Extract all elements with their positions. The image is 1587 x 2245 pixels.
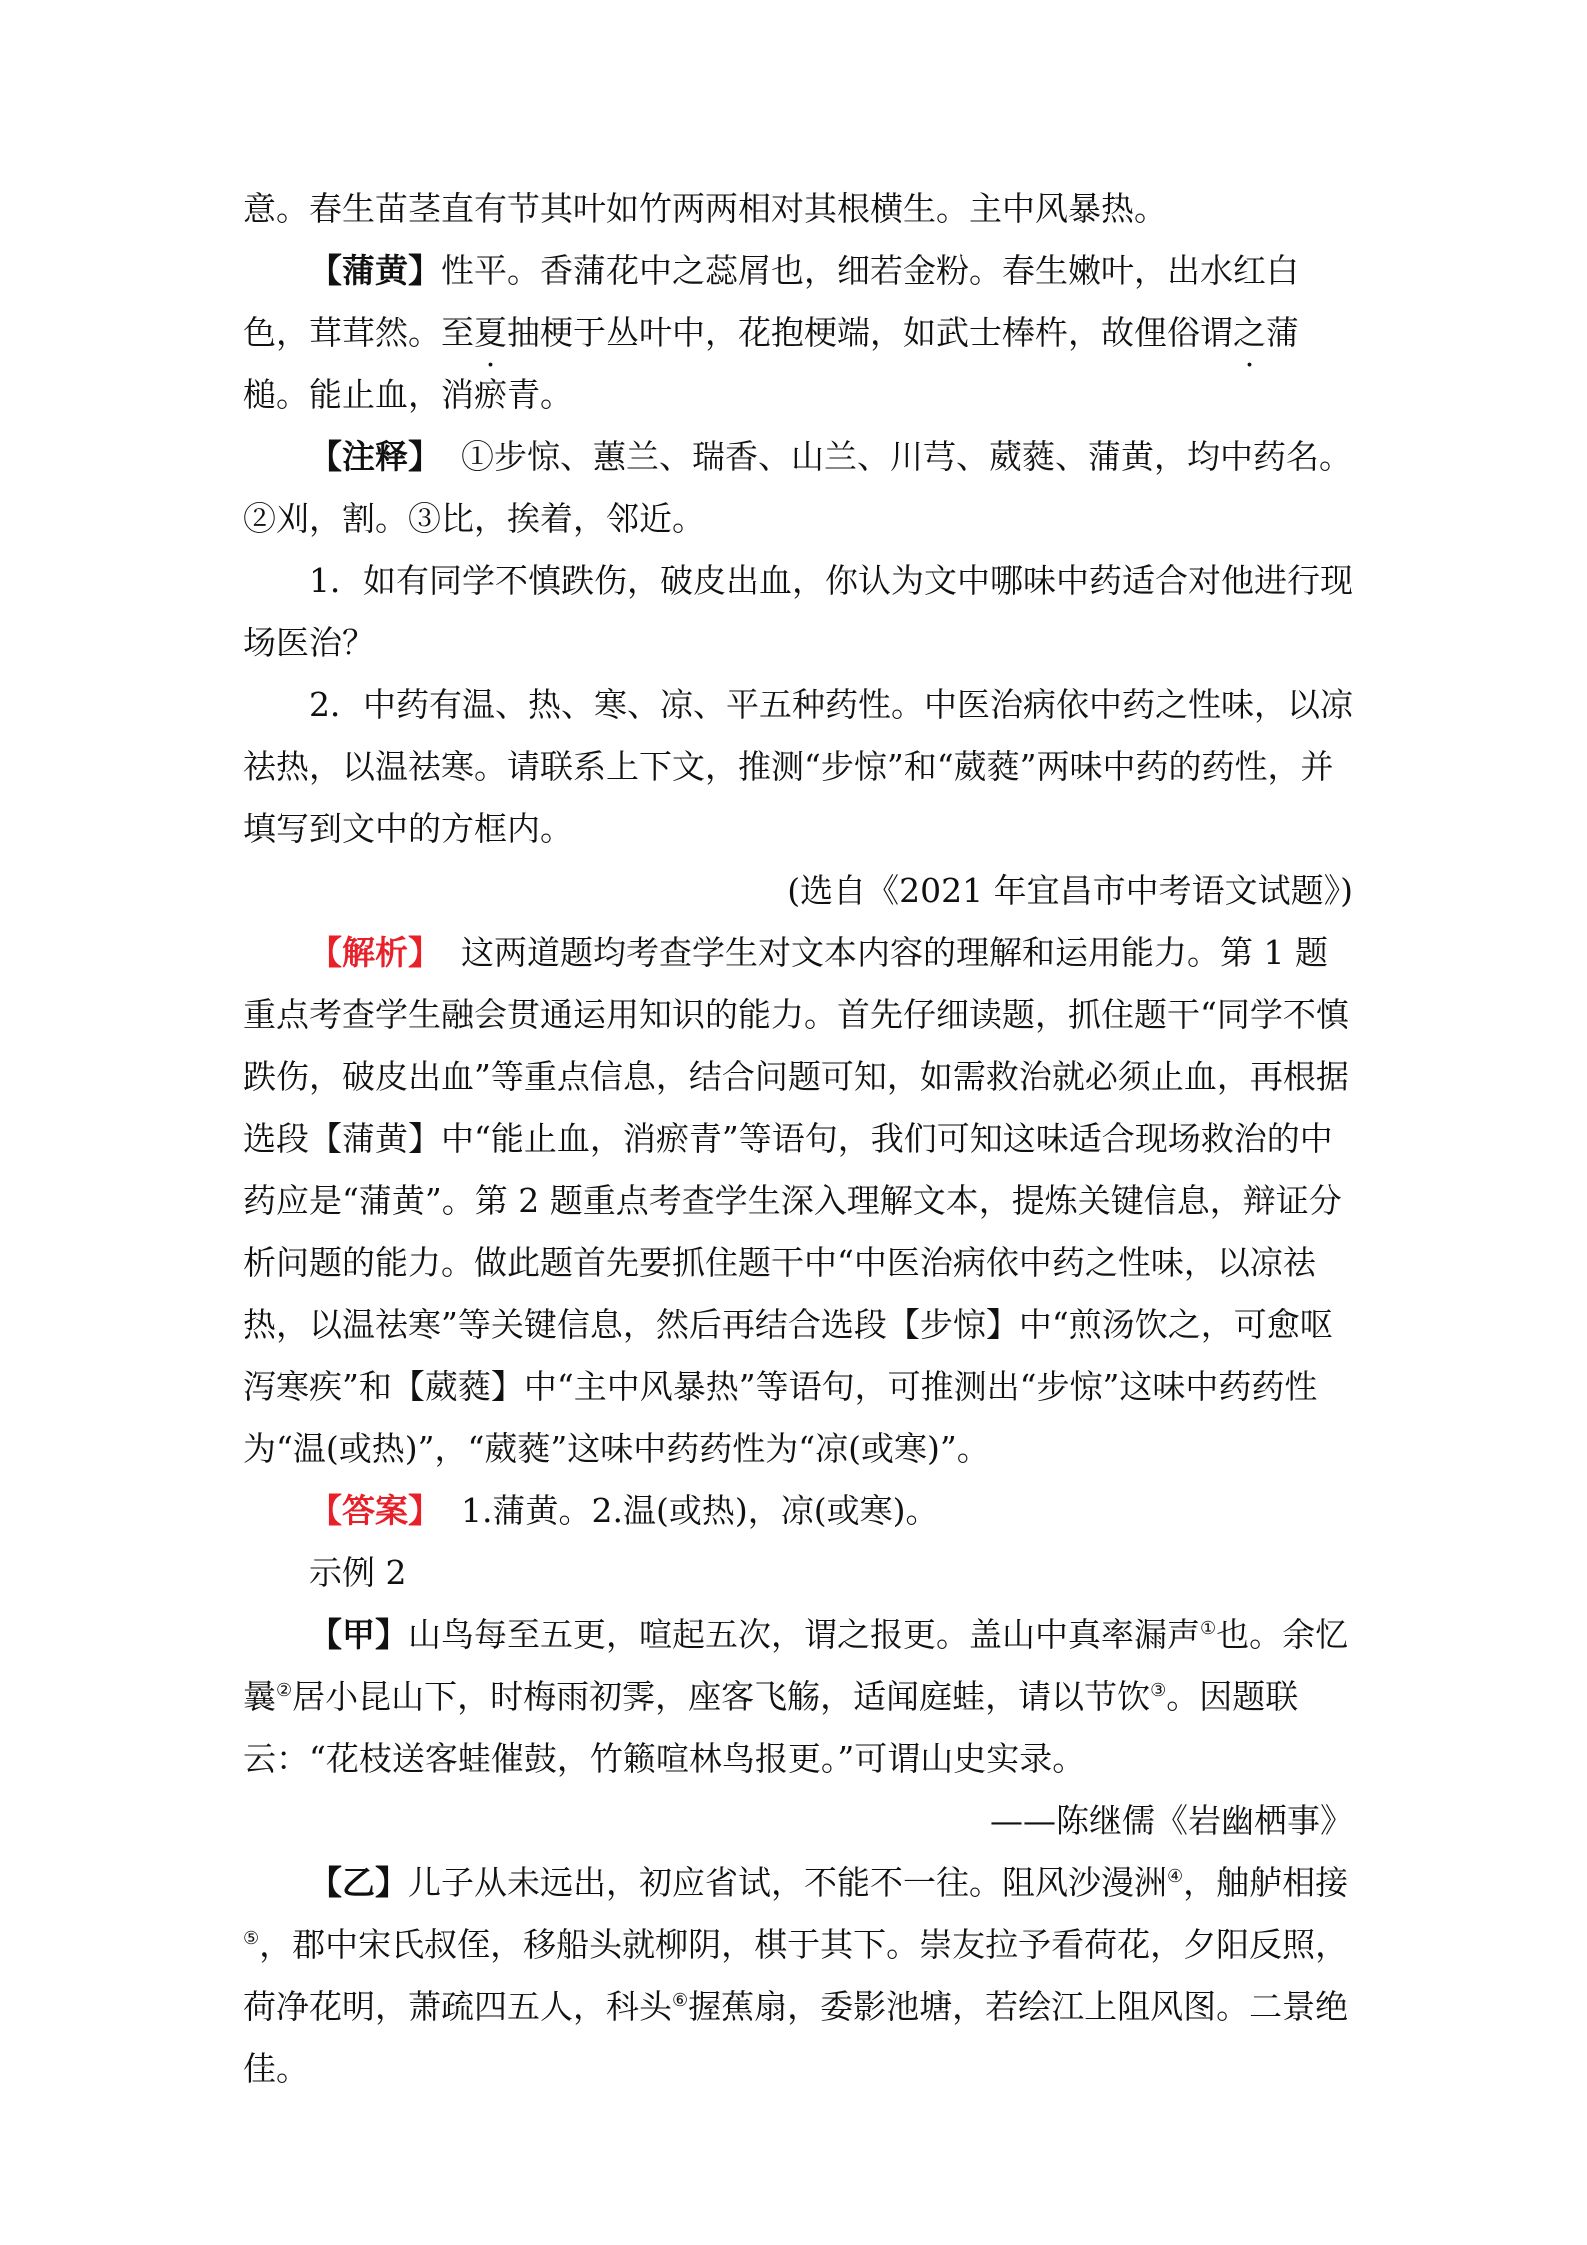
footnote-marker: ⑥ bbox=[672, 1990, 689, 2011]
passage-text: 居小昆山下，时梅雨初霁，座客飞觞，适闻庭蛙，请以节饮 bbox=[292, 1677, 1151, 1716]
paragraph-text: 性平。香蒲花中之蕊屑也，细若金粉。春生嫩叶，出水红白色，茸茸然。 bbox=[243, 251, 1299, 352]
answer-tag: 【答案】 bbox=[309, 1491, 441, 1530]
paragraph-continuation bbox=[243, 178, 1353, 240]
question-1 bbox=[243, 550, 1353, 674]
passage-yi bbox=[243, 1852, 1353, 2100]
question-text: 2．中药有温、热、寒、凉、平五种药性。中医治病依中药之性味，以凉祛热，以温祛寒。请联系上下文，推测“步惊”和“葳蕤”两味中药的药性，并填写到文中的方框内。 bbox=[243, 685, 1353, 848]
passage-text: 山鸟每至五更，喧起五次，谓之报更。盖山中真率漏声 bbox=[408, 1615, 1200, 1654]
paragraph-text: 之蒲槌。能止血，消瘀青。 bbox=[243, 313, 1299, 414]
analysis-paragraph bbox=[243, 922, 1353, 1480]
footnote-marker: ② bbox=[276, 1680, 293, 1701]
section-tag: 【蒲黄】 bbox=[309, 251, 441, 290]
question-text: 1．如有同学不慎跌伤，破皮出血，你认为文中哪味中药适合对他进行现场医治？ bbox=[243, 561, 1353, 662]
paragraph-text: 夏抽梗于丛叶中，花抱梗端，如武士棒杵，故俚俗 bbox=[474, 313, 1200, 352]
passage-text: 。因题联云：“花枝送客蛙催鼓，竹籁喧林鸟报更。”可谓山史实录。 bbox=[243, 1677, 1299, 1778]
notes-tag: 【注释】 bbox=[309, 437, 441, 476]
emphasis-dot-char: 谓 bbox=[1200, 313, 1233, 352]
emphasis-dot-char: 至 bbox=[441, 313, 474, 352]
passage-text: 握蕉扇，委影池塘，若绘江上阻风图。二景绝佳。 bbox=[243, 1987, 1349, 2088]
footnote-marker: ⑤ bbox=[243, 1928, 260, 1949]
example-label: 示例 2 bbox=[309, 1553, 407, 1592]
answer-paragraph bbox=[243, 1480, 1353, 1542]
footnote-marker: ③ bbox=[1150, 1680, 1167, 1701]
footnote-marker: ④ bbox=[1167, 1866, 1184, 1887]
passage-text: ，舳舻相接 bbox=[1183, 1863, 1349, 1902]
passage-text: 儿子从未远出，初应省试，不能不一往。阻风沙漫洲 bbox=[408, 1863, 1167, 1902]
paragraph-notes bbox=[243, 426, 1353, 550]
analysis-text: 这两道题均考查学生对文本内容的理解和运用能力。第 1 题重点考查学生融会贯通运用知识的能力。首先仔细读题，抓住题干“同学不慎跌伤，破皮出血”等重点信息，结合问题可知，如需救治就必须止血，再根据选段【蒲黄】中“能止血，消瘀青”等语句，我们可知这味适合现场救治的中药应是“蒲黄”。第 2 题重点考查学生深入理解文本，提炼关键信息，辩证分析问题的能力。做此题首先要抓住题干中“中医治病依中药之性味，以凉祛热，以温祛寒”等关键信息，然后再结合选段【步惊】中“煎汤饮之，可愈呕泻寒疾”和【葳蕤】中“主中风暴热”等语句，可推测出“步惊”这味中药药性为“温(或热)”，“葳蕤”这味中药药性为“凉(或寒)”。 bbox=[243, 933, 1349, 1468]
attribution-line bbox=[243, 1790, 1353, 1852]
example-heading bbox=[243, 1542, 1353, 1604]
analysis-tag: 【解析】 bbox=[309, 933, 441, 972]
passage-tag: 【甲】 bbox=[309, 1615, 408, 1654]
answer-text: 1.蒲黄。2.温(或热)，凉(或寒)。 bbox=[461, 1491, 939, 1530]
passage-text: 也。余忆曩 bbox=[243, 1615, 1349, 1716]
question-2 bbox=[243, 674, 1353, 860]
source-citation bbox=[243, 860, 1353, 922]
passage-jia bbox=[243, 1604, 1353, 1790]
notes-text: ①步惊、蕙兰、瑞香、山兰、川芎、葳蕤、蒲黄，均中药名。②刈，割。③比，挨着，邻近。 bbox=[243, 437, 1352, 538]
passage-tag: 【乙】 bbox=[309, 1863, 408, 1902]
attribution-text: ——陈继儒《岩幽栖事》 bbox=[990, 1801, 1353, 1840]
source-text: (选自《2021 年宜昌市中考语文试题》) bbox=[787, 871, 1353, 910]
footnote-marker: ① bbox=[1200, 1618, 1217, 1639]
passage-text: ，郡中宋氏叔侄，移船头就柳阴，棋于其下。崇友拉予看荷花，夕阳反照，荷净花明，萧疏四五人，科头 bbox=[243, 1925, 1349, 2026]
paragraph-puhuang bbox=[243, 240, 1353, 426]
paragraph-text: 意。春生苗茎直有节其叶如竹两两相对其根横生。主中风暴热。 bbox=[243, 189, 1167, 228]
